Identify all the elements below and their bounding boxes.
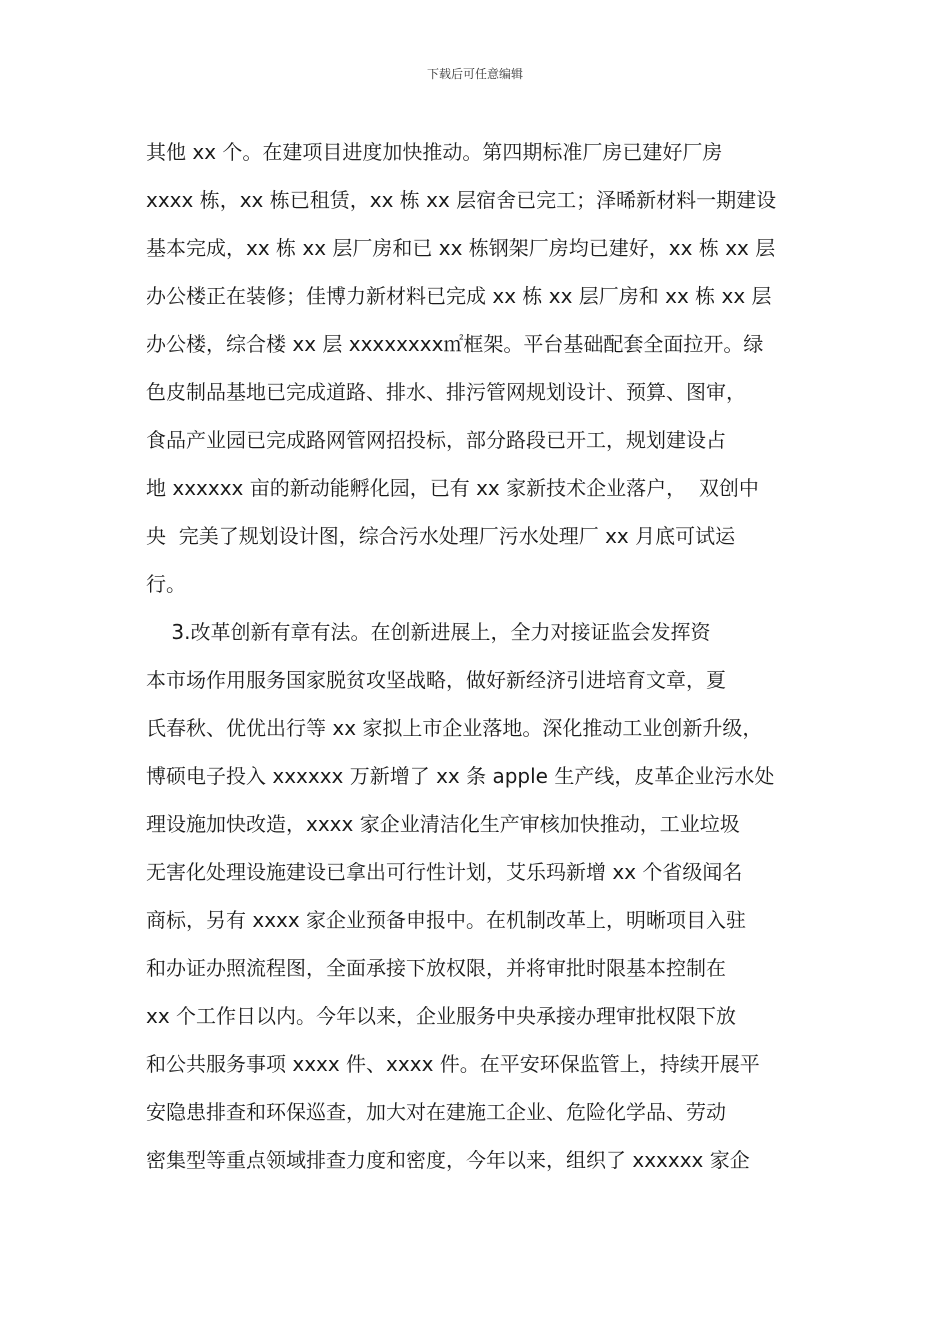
body-text bbox=[146, 128, 826, 1184]
text-line: 3.改革创新有章有法。在创新进展上，全力对接证监会发挥资 bbox=[146, 620, 711, 644]
text-line: 基本完成，xx 栋 xx 层厂房和已 xx 栋钢架厂房均已建好，xx 栋 xx 层 bbox=[146, 236, 776, 260]
page-header: 下载后可任意编辑 bbox=[426, 67, 523, 81]
text-line: 博硕电子投入 xxxxxx 万新增了 xx 条 apple 生产线，皮革企业污水处 bbox=[146, 764, 775, 788]
text-line: 无害化处理设施建设已拿出可行性计划，艾乐玛新增 xx 个省级闻名 bbox=[146, 860, 743, 884]
text-line: 氏春秋、优优出行等 xx 家拟上市企业落地。深化推动工业创新升级， bbox=[146, 716, 763, 740]
paragraph-1 bbox=[146, 128, 826, 608]
text-line: xx 个工作日以内。今年以来，企业服务中央承接办理审批权限下放 bbox=[146, 1004, 737, 1028]
text-line: 本市场作用服务国家脱贫攻坚战略，做好新经济引进培育文章，夏 bbox=[146, 668, 726, 692]
text-line: 其他 xx 个。在建项目进度加快推动。第四期标准厂房已建好厂房 bbox=[146, 140, 723, 164]
text-line: 地 xxxxxx 亩的新动能孵化园，已有 xx 家新技术企业落户， 双创中 bbox=[146, 476, 759, 500]
text-line: 安隐患排查和环保巡查，加大对在建施工企业、危险化学品、劳动 bbox=[146, 1100, 726, 1124]
text-line: 色皮制品基地已完成道路、排水、排污管网规划设计、预算、图审， bbox=[146, 380, 746, 404]
text-line: 办公楼正在装修；佳博力新材料已完成 xx 栋 xx 层厂房和 xx 栋 xx 层 bbox=[146, 284, 772, 308]
paragraph-2 bbox=[146, 608, 826, 1184]
text-line: 央 完美了规划设计图，综合污水处理厂污水处理厂 xx 月底可试运 bbox=[146, 524, 736, 548]
text-line: 商标，另有 xxxx 家企业预备申报中。在机制改革上，明晰项目入驻 bbox=[146, 908, 747, 932]
text-line: 食品产业园已完成路网管网招投标，部分路段已开工，规划建设占 bbox=[146, 428, 726, 452]
text-line: 行。 bbox=[146, 572, 186, 596]
text-line: 理设施加快改造，xxxx 家企业清洁化生产审核加快推动，工业垃圾 bbox=[146, 812, 740, 836]
text-line: 办公楼，综合楼 xx 层 xxxxxxxx㎡框架。平台基础配套全面拉开。绿 bbox=[146, 332, 764, 356]
text-line: xxxx 栋，xx 栋已租赁，xx 栋 xx 层宿舍已完工；泽晞新材料一期建设 bbox=[146, 188, 777, 212]
text-line: 密集型等重点领域排查力度和密度，今年以来，组织了 xxxxxx 家企 bbox=[146, 1148, 750, 1172]
text-line: 和公共服务事项 xxxx 件、xxxx 件。在平安环保监管上，持续开展平 bbox=[146, 1052, 760, 1076]
text-line: 和办证办照流程图，全面承接下放权限，并将审批时限基本控制在 bbox=[146, 956, 726, 980]
